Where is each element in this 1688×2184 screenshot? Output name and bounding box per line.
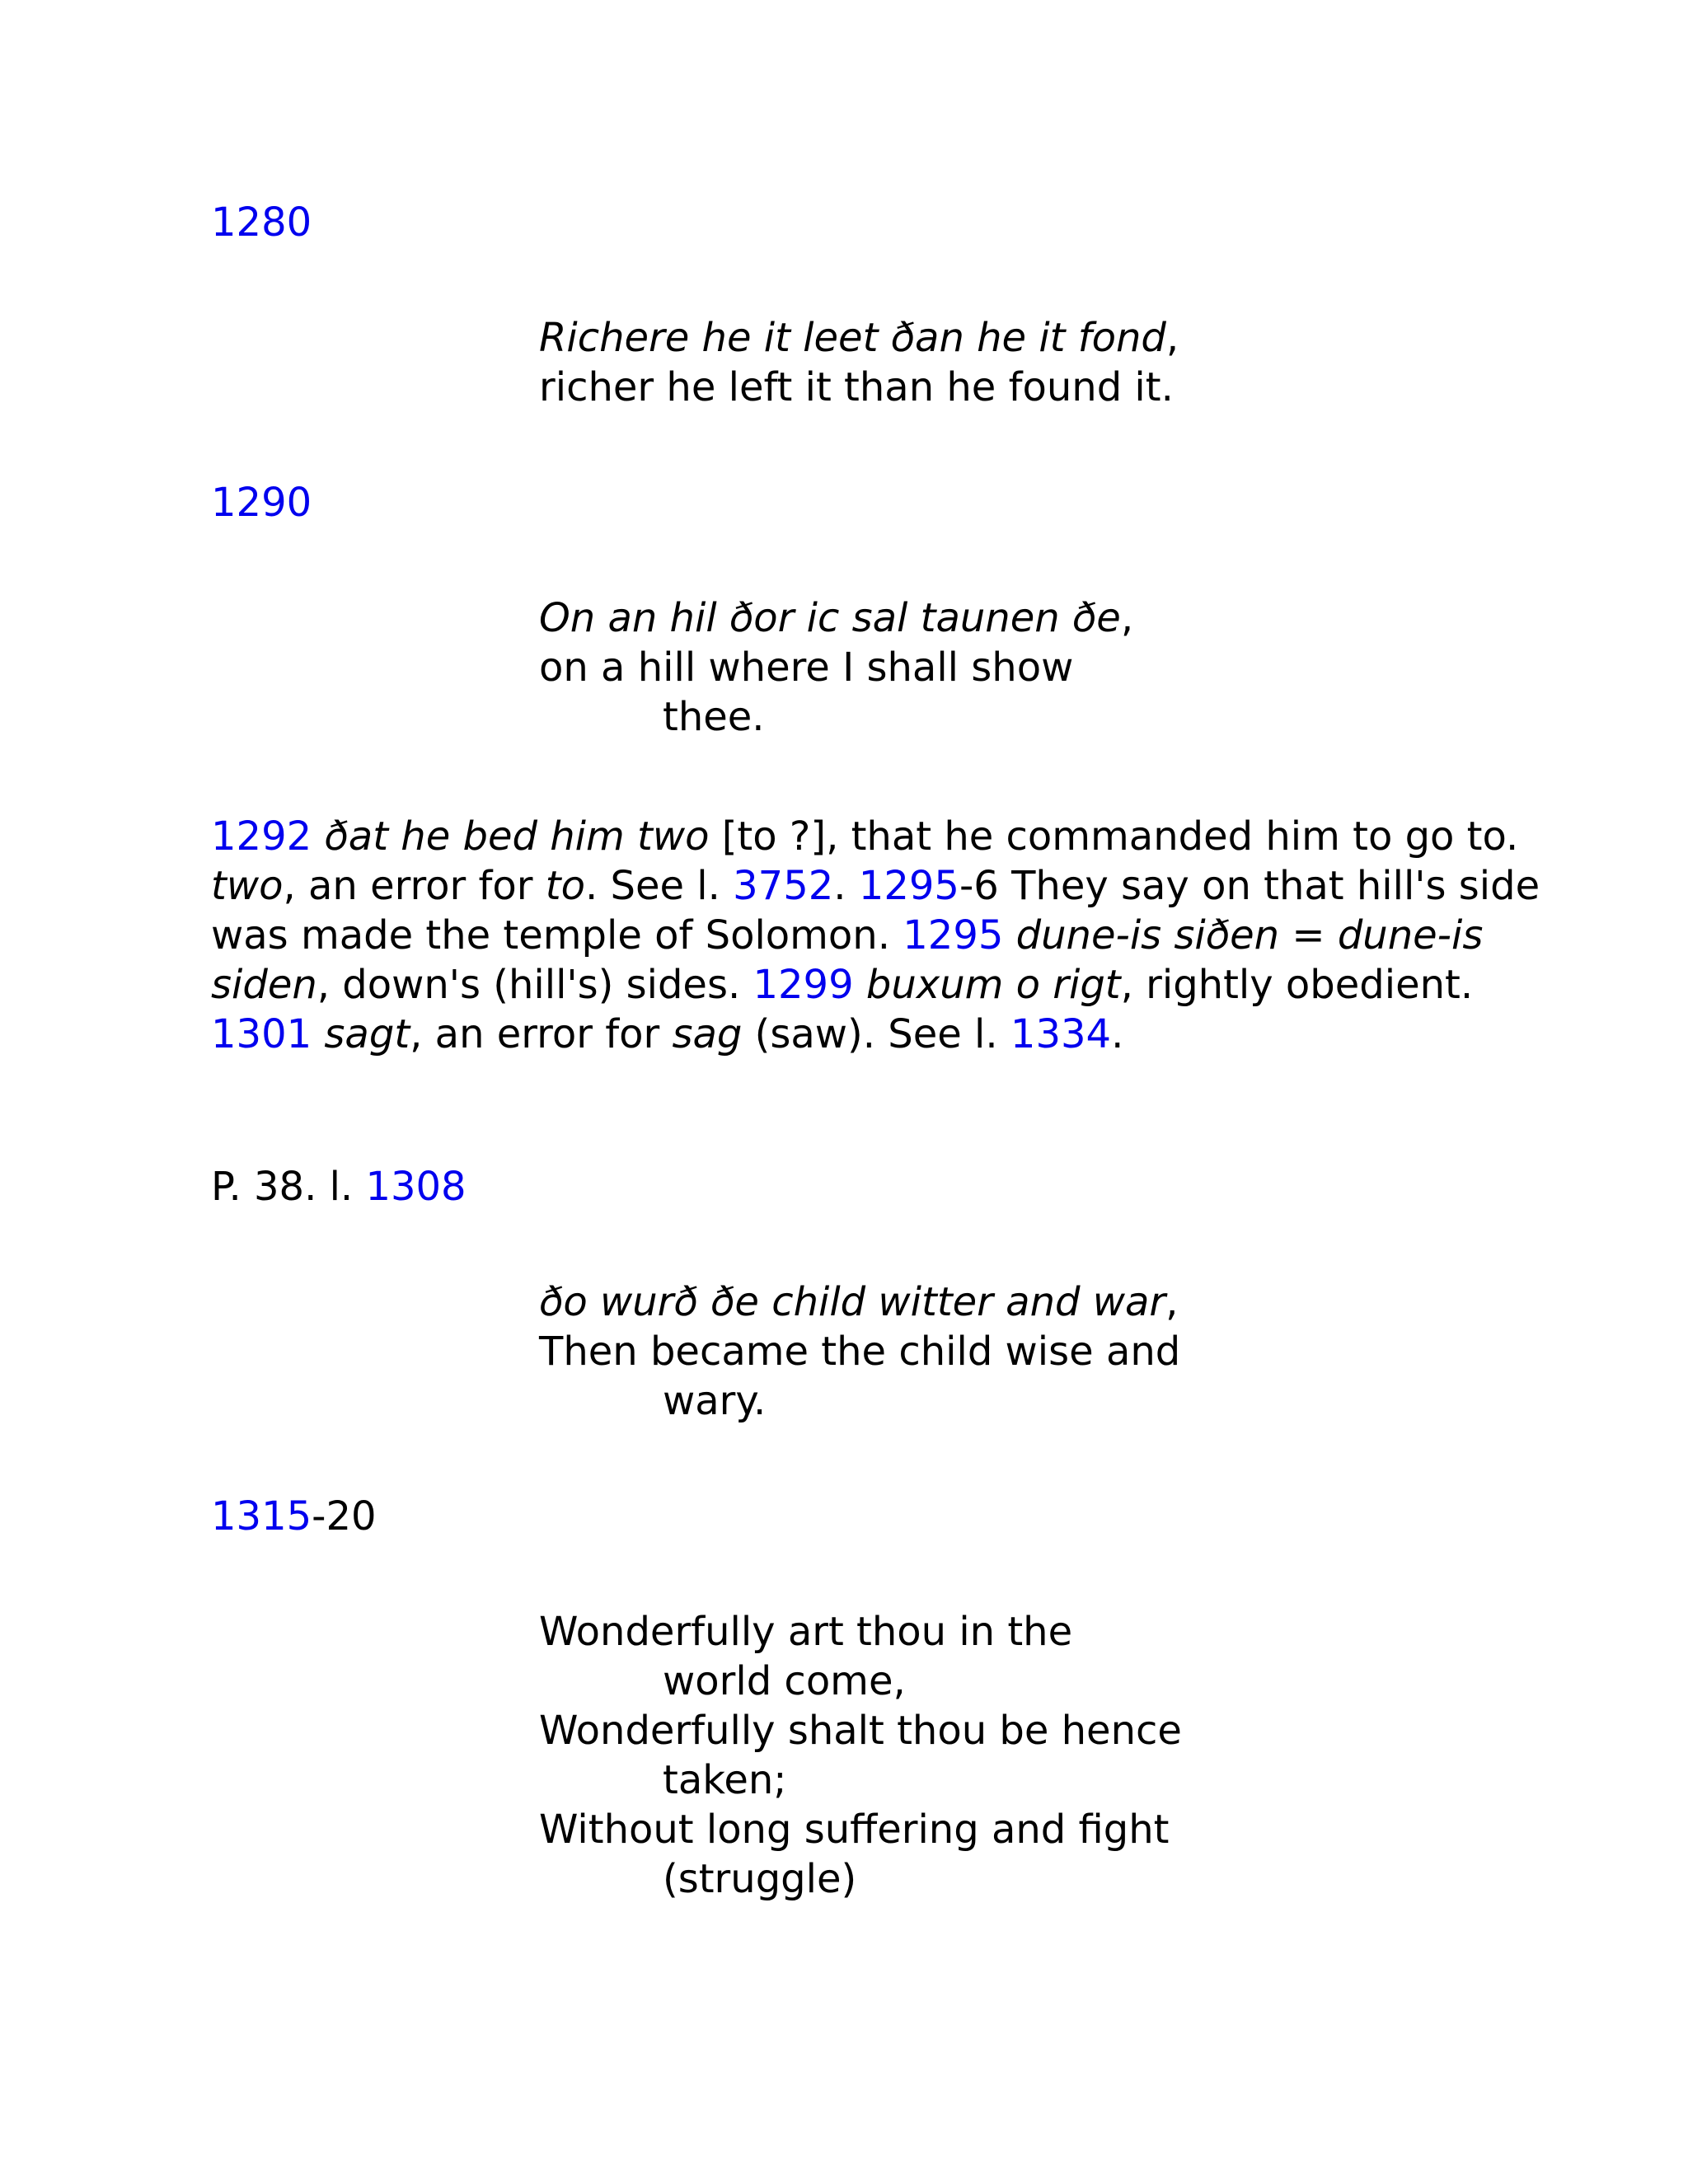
verse-original-line: On an hil ðor ic sal taunen ðe, xyxy=(539,595,1134,641)
verse-translation-line: on a hill where I shall show xyxy=(539,644,1074,691)
verse-original-line: Richere he it leet ðan he it fond, xyxy=(539,315,1179,361)
line-ref-link-1295[interactable]: 1295 xyxy=(858,863,959,909)
verse-translation-line: richer he left it than he found it. xyxy=(539,364,1174,410)
verse-original-line: ðo wurð ðe child witter and war, xyxy=(539,1279,1179,1325)
verse-translation-continuation: wary. xyxy=(663,1378,767,1424)
verse-line-continuation: taken; xyxy=(663,1757,787,1803)
line-range-heading: 1315-20 xyxy=(211,1493,377,1540)
verse-line: Without long suffering and fight xyxy=(539,1807,1170,1853)
line-ref-link-1295-b[interactable]: 1295 xyxy=(903,912,1004,958)
note-line-3: was made the temple of Solomon. 1295 dune-is siðen = dune-is xyxy=(211,912,1484,958)
line-ref-link-1292[interactable]: 1292 xyxy=(211,813,312,860)
verse-block-1315 xyxy=(539,1607,1182,1904)
line-ref-link-3752[interactable]: 3752 xyxy=(733,863,834,909)
note-line-1: 1292 ðat he bed him two [to ?], that he commanded him to go to. xyxy=(211,813,1519,860)
note-line-4: siden, down's (hill's) sides. 1299 buxum o rigt, rightly obedient. xyxy=(211,962,1474,1008)
verse-translation-line: Then became the child wise and xyxy=(539,1329,1181,1375)
verse-block-1290 xyxy=(539,593,1165,742)
line-number-link-1308[interactable]: 1308 xyxy=(365,1164,467,1210)
page-line-heading: P. 38. l. 1308 xyxy=(211,1164,467,1210)
line-ref-link-1334[interactable]: 1334 xyxy=(1010,1011,1112,1057)
verse-line-continuation: (struggle) xyxy=(663,1856,857,1902)
line-ref-link-1299[interactable]: 1299 xyxy=(753,962,854,1008)
verse-block-1308 xyxy=(539,1277,1181,1426)
line-ref-link-1301[interactable]: 1301 xyxy=(211,1011,312,1057)
line-number-link-1315[interactable]: 1315 xyxy=(211,1493,312,1540)
note-line-5: 1301 sagt, an error for sag (saw). See l. 1334. xyxy=(211,1011,1124,1057)
line-number-link-1290[interactable]: 1290 xyxy=(211,480,312,526)
verse-translation-continuation: thee. xyxy=(663,694,765,740)
note-paragraph xyxy=(211,812,1540,1059)
note-line-2: two, an error for to. See l. 3752. 1295-6 They say on that hill's side xyxy=(211,863,1540,909)
verse-line: Wonderfully art thou in the xyxy=(539,1609,1073,1655)
line-number-link-1280[interactable]: 1280 xyxy=(211,199,312,246)
verse-block-1280 xyxy=(539,313,1179,412)
verse-line-continuation: world come, xyxy=(663,1658,906,1704)
verse-line: Wonderfully shalt thou be hence xyxy=(539,1708,1182,1754)
